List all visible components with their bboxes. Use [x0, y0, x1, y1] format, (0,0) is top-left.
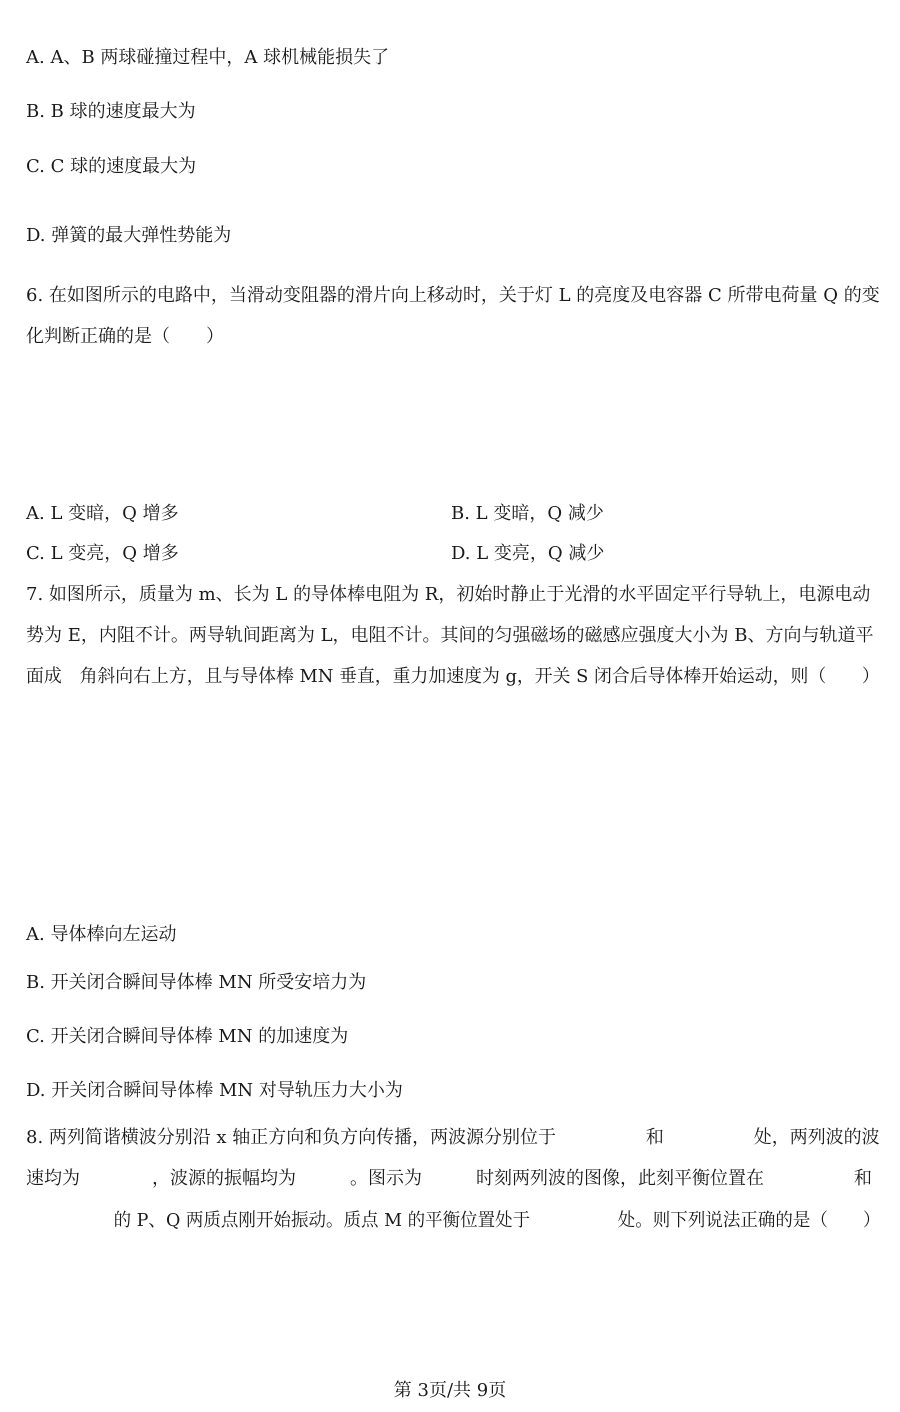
q7-option-d: D. 开关闭合瞬间导体棒 MN 对导轨压力大小为	[26, 1080, 403, 1101]
q5-option-c: C. C 球的速度最大为	[26, 156, 197, 177]
q5-option-a: A. A、B 两球碰撞过程中，A 球机械能损失了	[26, 47, 390, 68]
q6-option-c: C. L 变亮，Q 增多	[26, 543, 179, 564]
q6-stem-line1: 6. 在如图所示的电路中，当滑动变阻器的滑片向上移动时，关于灯 L 的亮度及电容器 C 所带电荷量 Q 的变	[26, 285, 880, 306]
q6-option-d: D. L 变亮，Q 减少	[451, 543, 605, 564]
q5-option-d: D. 弹簧的最大弹性势能为	[26, 225, 232, 246]
q6-stem-line2: 化判断正确的是（ ）	[26, 326, 224, 347]
q7-option-c: C. 开关闭合瞬间导体棒 MN 的加速度为	[26, 1026, 349, 1047]
q8-stem-line1: 8. 两列简谐横波分别沿 x 轴正方向和负方向传播，两波源分别位于 和 处，两列波的波	[26, 1127, 880, 1148]
q7-option-b: B. 开关闭合瞬间导体棒 MN 所受安培力为	[26, 972, 367, 993]
q6-option-b: B. L 变暗，Q 减少	[451, 503, 604, 524]
q7-stem-line3: 面成 角斜向右上方，且与导体棒 MN 垂直，重力加速度为 g，开关 S 闭合后导体棒开始运动，则（ ）	[26, 666, 880, 687]
q5-option-b: B. B 球的速度最大为	[26, 101, 196, 122]
q7-stem-line2: 势为 E，内阻不计。两导轨间距离为 L，电阻不计。其间的匀强磁场的磁感应强度大小为 B、方向与轨道平	[26, 625, 874, 646]
q8-stem-line2: 速均为 ，波源的振幅均为 。图示为 时刻两列波的图像，此刻平衡位置在 和	[26, 1168, 872, 1189]
q7-option-a: A. 导体棒向左运动	[26, 924, 177, 945]
q8-stem-line3: 的 P、Q 两质点刚开始振动。质点 M 的平衡位置处于 处。则下列说法正确的是（ ）	[26, 1210, 881, 1231]
q7-stem-line1: 7. 如图所示，质量为 m、长为 L 的导体棒电阻为 R，初始时静止于光滑的水平固定平行导轨上，电源电动	[26, 584, 871, 605]
q6-option-a: A. L 变暗，Q 增多	[26, 503, 179, 524]
page-footer: 第 3页/共 9页	[393, 1380, 507, 1401]
